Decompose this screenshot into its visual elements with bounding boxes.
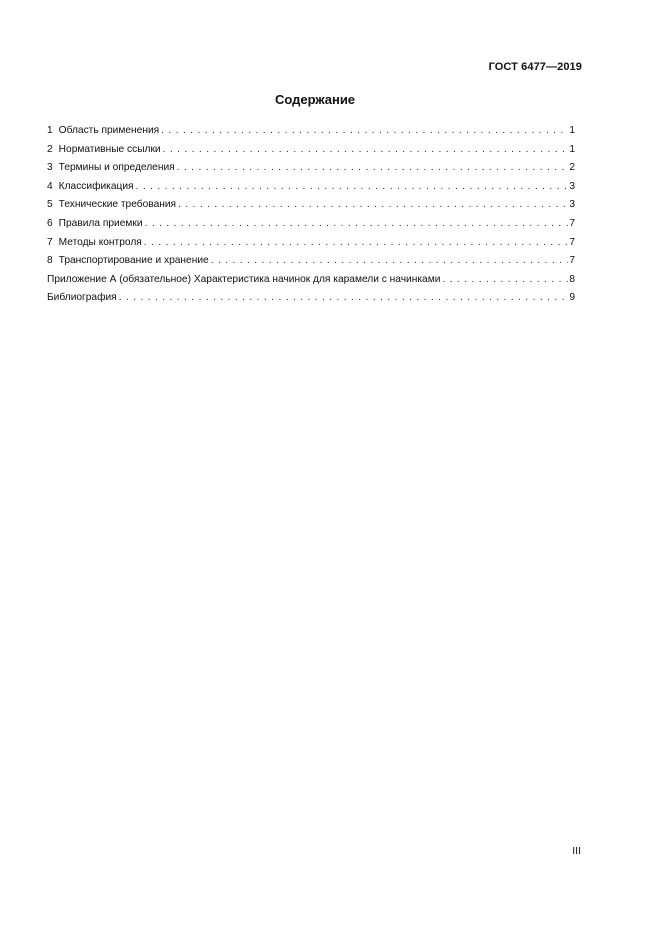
toc-entry-transport-storage[interactable]	[47, 252, 575, 271]
toc-entry-classification[interactable]	[47, 178, 575, 197]
toc-entry-number: 6	[47, 217, 53, 229]
toc-entry-text: Термины и определения	[58, 162, 175, 174]
toc-entry-number: 2	[47, 143, 53, 155]
toc-entry-page: 7	[569, 236, 575, 248]
toc-entry-normative-references[interactable]	[47, 141, 575, 160]
standard-code: ГОСТ 6477—2019	[488, 61, 582, 73]
toc-entry-text: Транспортирование и хранение	[58, 255, 209, 267]
dot-leader	[442, 271, 568, 290]
toc-entry-scope[interactable]	[47, 122, 575, 141]
toc-entry-text: Приложение А (обязательное) Характеристика начинок для карамели с начинками	[47, 273, 441, 285]
toc-entry-appendix-a[interactable]	[47, 271, 575, 290]
toc-entry-number: 7	[47, 236, 53, 248]
dot-leader	[161, 122, 568, 141]
toc-entry-page: 8	[569, 273, 575, 285]
toc-entry-acceptance-rules[interactable]	[47, 215, 575, 234]
toc-entry-text: Нормативные ссылки	[58, 143, 161, 155]
toc-entry-page: 9	[569, 292, 575, 304]
dot-leader	[145, 215, 569, 234]
toc-entry-number: 1	[47, 125, 53, 136]
dot-leader	[119, 289, 569, 308]
toc-entry-page: 7	[569, 255, 575, 267]
toc-entry-page: 3	[569, 180, 575, 192]
dot-leader	[211, 252, 569, 271]
page-number: III	[572, 845, 581, 857]
dot-leader	[163, 141, 569, 160]
toc-entry-text: Библиография	[47, 292, 117, 304]
toc-entry-page: 2	[569, 162, 575, 174]
toc-entry-text: Область применения	[58, 125, 160, 136]
toc-entry-page: 1	[569, 125, 575, 136]
toc-entry-text: Методы контроля	[58, 236, 142, 248]
toc-entry-number: 8	[47, 255, 53, 267]
toc-entry-page: 1	[569, 143, 575, 155]
dot-leader	[144, 234, 569, 253]
table-of-contents	[47, 122, 575, 308]
toc-entry-page: 7	[569, 217, 575, 229]
toc-entry-number: 3	[47, 162, 53, 174]
dot-leader	[136, 178, 569, 197]
toc-entry-page: 3	[569, 199, 575, 211]
toc-title: Содержание	[274, 92, 356, 107]
toc-entry-text: Правила приемки	[58, 217, 143, 229]
dot-leader	[178, 196, 568, 215]
toc-entry-text: Технические требования	[58, 199, 177, 211]
toc-entry-text: Классификация	[58, 180, 134, 192]
toc-entry-technical-requirements[interactable]	[47, 196, 575, 215]
toc-entry-test-methods[interactable]	[47, 234, 575, 253]
toc-entry-number: 5	[47, 199, 53, 211]
toc-entry-terms-definitions[interactable]	[47, 159, 575, 178]
toc-entry-number: 4	[47, 180, 53, 192]
dot-leader	[177, 159, 569, 178]
toc-entry-bibliography[interactable]	[47, 289, 575, 308]
